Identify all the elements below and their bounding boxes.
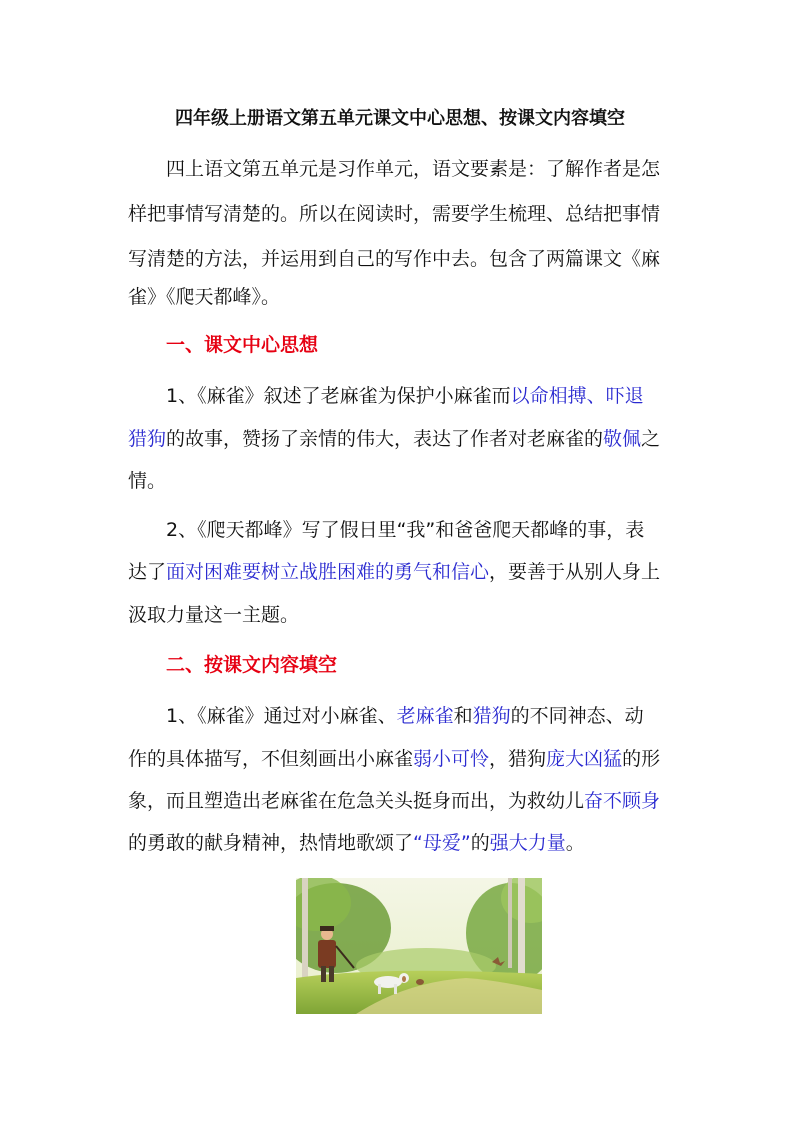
intro-line-2: 样把事情写清楚的。所以在阅读时，需要学生梳理、总结把事情 (128, 203, 661, 225)
text-run: ，猎狗 (489, 748, 547, 770)
text-run: 。 (565, 832, 585, 854)
answer-text: 庞大凶猛 (546, 748, 623, 770)
s1-p2-line-1: 2、《爬天都峰》写了假日里“我”和爸爸爬天都峰的事，表 (166, 519, 645, 541)
text-run: ，要善于从别人身上 (489, 561, 661, 583)
birch-trunk-left (302, 878, 308, 988)
text-run: 之 (641, 428, 661, 450)
answer-text: 猎狗 (472, 705, 511, 727)
sparrow-old (416, 979, 424, 985)
text-run: 和 (453, 705, 473, 727)
text-run: 的 (470, 832, 490, 854)
s1-p2-line-3: 汲取力量这一主题。 (128, 604, 300, 626)
section-heading-fill-blanks: 二、按课文内容填空 (166, 654, 338, 676)
section-heading-central-idea: 一、课文中心思想 (166, 334, 319, 356)
answer-text: 面对困难要树立战胜困难的勇气和信心 (166, 561, 490, 583)
intro-line-1: 四上语文第五单元是习作单元，语文要素是：了解作者是怎 (166, 158, 661, 180)
s1-p1-line-3: 情。 (128, 470, 167, 492)
hunter-dog-sparrow-illustration (296, 878, 542, 1014)
answer-text: 敬佩 (603, 428, 642, 450)
document-title: 四年级上册语文第五单元课文中心思想、按课文内容填空 (175, 108, 625, 129)
text-run: 的勇敢的献身精神，热情地歌颂了 (128, 832, 414, 854)
s1-p1-line-1 (166, 381, 644, 411)
text-run: 1、《麻雀》通过对小麻雀、 (166, 705, 397, 727)
answer-text: 弱小可怜 (413, 748, 490, 770)
illustration-graphic (296, 878, 542, 1014)
s2-p1-line-4 (128, 828, 585, 858)
answer-text: 强大力量 (489, 832, 566, 854)
intro-line-4: 雀》《爬天都峰》。 (128, 286, 281, 308)
birch-trunk-right-2 (508, 878, 512, 968)
answer-text: 猎狗 (128, 428, 167, 450)
text-run: 的故事，赞扬了亲情的伟大，表达了作者对老麻雀的 (166, 428, 604, 450)
answer-text: 以命相搏、吓退 (510, 385, 644, 407)
s1-p2-line-2 (128, 557, 660, 587)
text-run: 作的具体描写，不但刻画出小麻雀 (128, 748, 414, 770)
s2-p1-line-3 (128, 786, 660, 816)
text-run: 象，而且塑造出老麻雀在危急关头挺身而出，为救幼儿 (128, 790, 585, 812)
text-run: 1、《麻雀》叙述了老麻雀为保护小麻雀而 (166, 385, 511, 407)
answer-text: “母爱” (413, 832, 471, 854)
text-run: 的形 (622, 748, 661, 770)
intro-line-3: 写清楚的方法，并运用到自己的写作中去。包含了两篇课文《麻 (128, 248, 661, 270)
s2-p1-line-2 (128, 744, 660, 774)
s1-p1-line-2 (128, 424, 660, 454)
text-run: 达了 (128, 561, 167, 583)
answer-text: 老麻雀 (396, 705, 454, 727)
answer-text: 奋不顾身 (584, 790, 661, 812)
text-run: 的不同神态、动 (510, 705, 644, 727)
s2-p1-line-1 (166, 701, 644, 731)
